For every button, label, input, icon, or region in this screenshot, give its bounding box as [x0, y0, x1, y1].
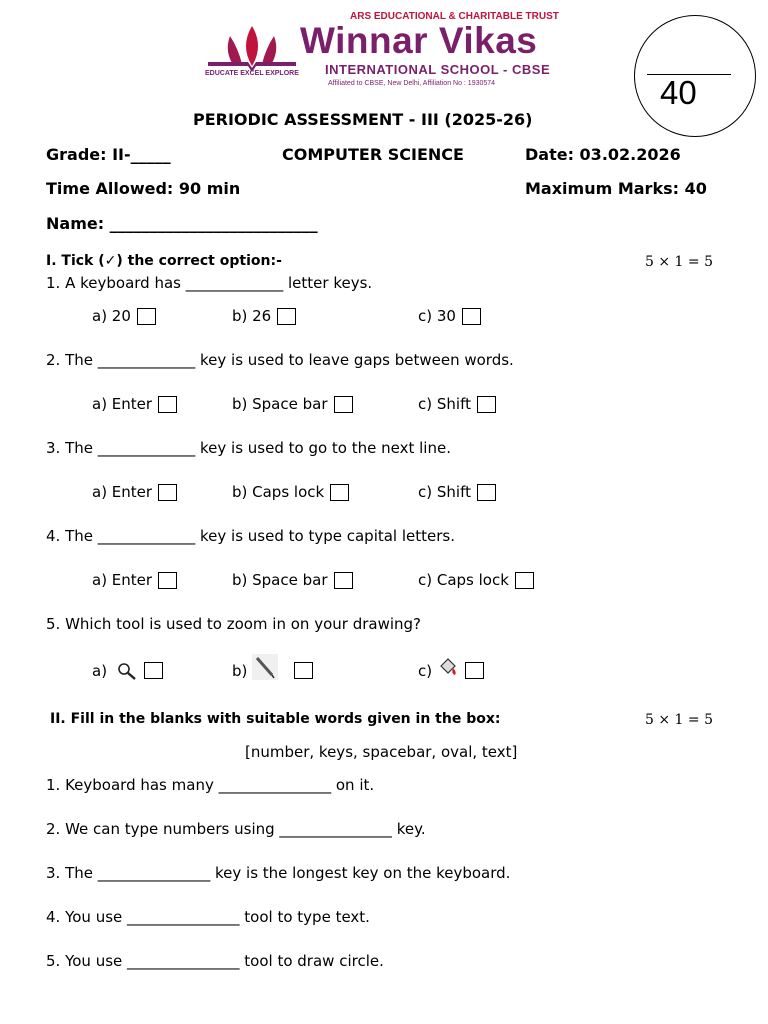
q1-option-c[interactable]: c) 30	[418, 307, 481, 325]
q4-option-c[interactable]: c) Caps lock	[418, 571, 534, 589]
exam-title: PERIODIC ASSESSMENT - III (2025-26)	[193, 110, 533, 129]
checkbox[interactable]	[334, 572, 353, 589]
marks-total: 40	[660, 74, 697, 111]
q2-option-a[interactable]: a) Enter	[92, 395, 177, 413]
section1-heading: I. Tick (✓) the correct option:-	[46, 253, 282, 269]
checkbox[interactable]	[465, 662, 484, 679]
question-4: 4. The _____________ key is used to type capital letters.	[46, 527, 456, 545]
affiliation-text: Affiliated to CBSE, New Delhi, Affiliation No : 1930574	[328, 80, 496, 87]
fill-blank-5: 5. You use _______________ tool to draw circle.	[46, 952, 384, 970]
checkbox[interactable]	[330, 484, 349, 501]
checkbox[interactable]	[158, 396, 177, 413]
fill-blank-1: 1. Keyboard has many _______________ on it.	[46, 776, 375, 794]
maximum-marks: Maximum Marks: 40	[525, 179, 707, 198]
q3-option-c[interactable]: c) Shift	[418, 483, 496, 501]
q2-option-b[interactable]: b) Space bar	[232, 395, 353, 413]
q1-option-a[interactable]: a) 20	[92, 307, 156, 325]
q3-option-a[interactable]: a) Enter	[92, 483, 177, 501]
grade-field: Grade: II-_____	[46, 145, 171, 164]
pencil-icon	[252, 654, 278, 680]
question-2: 2. The _____________ key is used to leave gaps between words.	[46, 351, 514, 369]
q4-option-a[interactable]: a) Enter	[92, 571, 177, 589]
time-allowed: Time Allowed: 90 min	[46, 179, 241, 198]
checkbox[interactable]	[277, 308, 296, 325]
q1-option-b[interactable]: b) 26	[232, 307, 296, 325]
word-box: [number, keys, spacebar, oval, text]	[245, 743, 518, 761]
q2-option-c[interactable]: c) Shift	[418, 395, 496, 413]
q5-option-c[interactable]: c)	[418, 662, 484, 680]
checkbox[interactable]	[515, 572, 534, 589]
checkbox[interactable]	[294, 662, 313, 679]
checkbox[interactable]	[334, 396, 353, 413]
section2-marks: 5 × 1 = 5	[645, 712, 713, 728]
school-subtitle: INTERNATIONAL SCHOOL - CBSE	[325, 62, 551, 77]
checkbox[interactable]	[477, 396, 496, 413]
school-name: Winnar Vikas	[300, 20, 538, 61]
subject-title: COMPUTER SCIENCE	[282, 145, 464, 164]
question-5: 5. Which tool is used to zoom in on your drawing?	[46, 615, 421, 633]
question-1: 1. A keyboard has _____________ letter keys.	[46, 274, 373, 292]
checkbox[interactable]	[137, 308, 156, 325]
school-logo	[204, 22, 300, 76]
q5-option-a[interactable]: a)	[92, 662, 163, 682]
trust-name: ARS EDUCATIONAL & CHARITABLE TRUST	[350, 11, 559, 22]
section1-marks: 5 × 1 = 5	[645, 254, 713, 270]
q4-option-b[interactable]: b) Space bar	[232, 571, 353, 589]
section2-heading: II. Fill in the blanks with suitable words given in the box:	[50, 711, 501, 727]
q5-option-b[interactable]: b)	[232, 662, 313, 680]
name-field: Name: __________________________	[46, 214, 318, 233]
exam-date: Date: 03.02.2026	[525, 145, 681, 164]
fill-blank-4: 4. You use _______________ tool to type text.	[46, 908, 370, 926]
fill-blank-2: 2. We can type numbers using _______________ key.	[46, 820, 426, 838]
question-3: 3. The _____________ key is used to go to the next line.	[46, 439, 451, 457]
checkbox[interactable]	[158, 572, 177, 589]
fill-bucket-icon	[437, 656, 459, 678]
magnifier-icon	[116, 662, 138, 682]
checkbox[interactable]	[462, 308, 481, 325]
school-tagline: EDUCATE EXCEL EXPLORE	[205, 70, 299, 77]
q3-option-b[interactable]: b) Caps lock	[232, 483, 349, 501]
checkbox[interactable]	[158, 484, 177, 501]
fill-blank-3: 3. The _______________ key is the longest key on the keyboard.	[46, 864, 511, 882]
checkbox[interactable]	[144, 662, 163, 679]
checkbox[interactable]	[477, 484, 496, 501]
